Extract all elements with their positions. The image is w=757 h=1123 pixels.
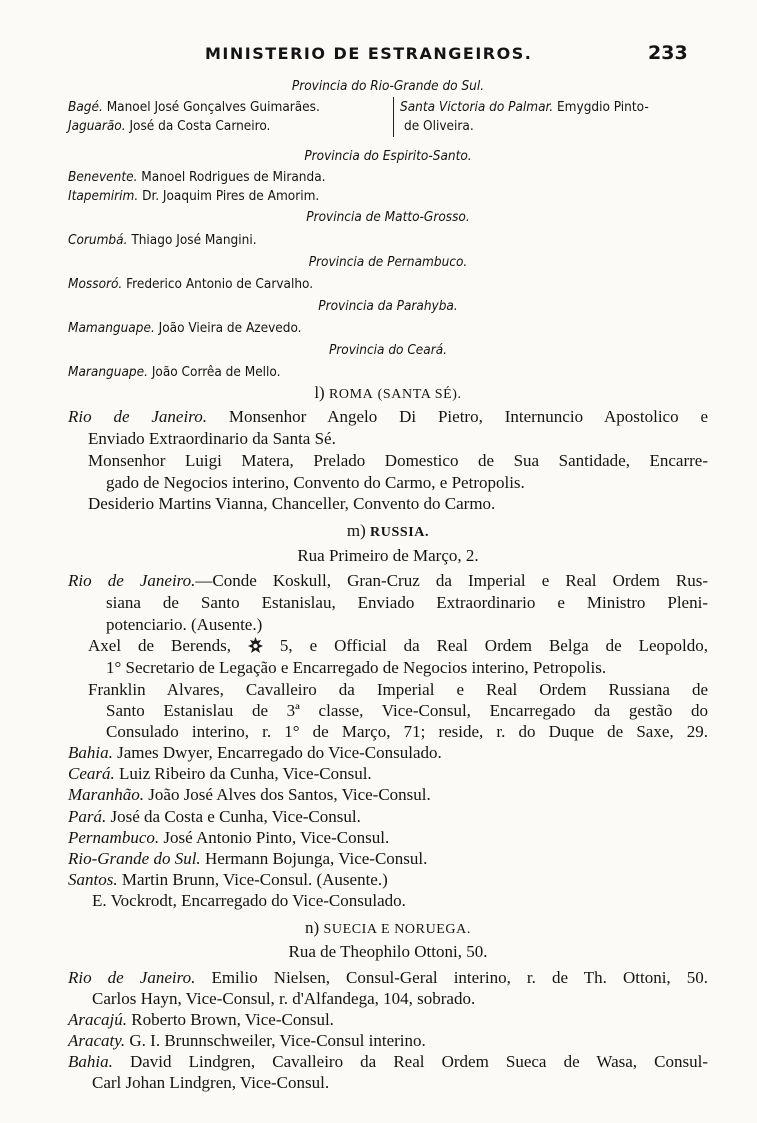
place-suecia-bahia: Bahia. [68,1052,113,1071]
page-header [0,44,757,70]
name-maranguape: João Corrêa de Mello. [151,364,281,380]
entry-benevente [68,167,708,188]
order-cross-icon [248,637,263,654]
entry-russia-santos [68,869,708,890]
entry-suecia-bahia [68,1051,708,1072]
entry-hayn: Carlos Hayn, Vice-Consul, r. d'Alfandega, 104, sobrado. [92,989,476,1008]
name-santa-victoria-cont: de Oliveira. [393,116,722,137]
entry-russia-pernambuco [68,827,708,848]
place-mamanguape: Mamanguape. [68,320,155,336]
text-suecia-rio: Emilio Nielsen, Consul-Geral interino, r. de Th. Ottoni, 50. [211,968,709,987]
suecia-address: Rua de Theophilo Ottoni, 50. [288,942,488,961]
entry-russia-bahia [68,742,708,763]
place-bage: Bagé. [68,99,103,115]
entry-bage [68,97,393,118]
place-russia-pernambuco: Pernambuco. [68,828,160,847]
text-russia-rio-cont2: potenciario. (Ausente.) [106,615,263,634]
entry-matera-cont: gado de Negocios interino, Convento do Carmo, e Petropolis. [106,473,525,492]
text-russia-bahia: James Dwyer, Encarregado do Vice-Consulado. [117,743,442,762]
place-aracaju: Aracajú. [68,1010,128,1029]
text-berends-a: Axel de Berends, [88,636,231,655]
place-mossoro: Mossoró. [68,276,123,292]
place-corumba: Corumbá. [68,232,128,248]
name-santa-victoria: Emygdio Pinto- [557,99,649,115]
entry-jaguarao [68,116,393,137]
running-title: MINISTERIO DE ESTRANGEIROS. [205,44,533,63]
russia-name: RUSSIA. [370,525,430,540]
text-russia-maranhao: João José Alves dos Santos, Vice-Consul. [148,785,431,804]
name-mamanguape: João Vieira de Azevedo. [158,320,302,336]
entry-alvares-cont2: Consulado interino, r. 1° de Março, 71; reside, r. do Duque de Saxe, 29. [106,722,708,741]
heading-rio-grande: Provincia do Rio-Grande do Sul. [291,78,485,94]
entry-alvares: Franklin Alvares, Cavalleiro da Imperial e Real Ordem Russiana de [88,680,708,699]
entry-alvares-cont: Santo Estanislau de 3ª classe, Vice-Consul, Encarregado da gestão do [106,701,708,720]
place-itapemirim: Itapemirim. [68,188,139,204]
text-russia-riogrande: Hermann Bojunga, Vice-Consul. [204,849,428,868]
entry-russia-ceara [68,763,708,784]
entry-vockrodt: E. Vockrodt, Encarregado do Vice-Consulado. [92,891,406,910]
place-maranguape: Maranguape. [68,364,148,380]
place-russia-maranhao: Maranhão. [68,785,145,804]
entry-itapemirim [68,186,708,207]
text-aracaty: G. I. Brunnschweiler, Vice-Consul interino. [129,1031,426,1050]
entry-russia-para [68,806,708,827]
entry-suecia-rio [68,967,708,988]
place-russia-riogrande: Rio-Grande do Sul. [68,849,201,868]
entry-maranguape [68,362,708,383]
heading-espirito-santo: Provincia do Espirito-Santo. [304,148,472,164]
entry-russia-riogrande [68,848,708,869]
entry-mossoro [68,274,708,295]
text-roma-rio-cont: Enviado Extraordinario da Santa Sé. [88,429,336,448]
place-russia-ceara: Ceará. [68,764,115,783]
roma-sub: (SANTA SÉ). [377,387,462,402]
entry-berends-cont: 1° Secretario de Legação e Encarregado de Negocios interino, Petropolis. [106,658,607,677]
name-itapemirim: Dr. Joaquim Pires de Amorim. [142,188,320,204]
heading-matto-grosso: Provincia de Matto-Grosso. [306,209,470,225]
place-russia-bahia: Bahia. [68,743,113,762]
heading-roma [68,382,708,405]
suecia-label: n) [305,918,320,937]
heading-russia [68,520,708,543]
entry-berends [88,635,708,656]
entry-russia-rio [68,570,708,591]
name-jaguarao: José da Costa Carneiro. [129,118,271,134]
text-berends-b: 5, e Official da Real Ordem Belga de Leopoldo, [279,636,708,655]
page-number: 233 [648,42,688,64]
entry-aracaty [68,1030,708,1051]
entry-lindgren: Carl Johan Lindgren, Vice-Consul. [92,1073,330,1092]
entry-russia-maranhao [68,784,708,805]
text-russia-rio-cont: siana de Santo Estanislau, Enviado Extraordinario e Ministro Pleni- [106,593,708,612]
text-russia-para: José da Costa e Cunha, Vice-Consul. [110,807,361,826]
roma-name: ROMA [328,387,374,402]
russia-label: m) [346,521,366,540]
text-russia-pernambuco: José Antonio Pinto, Vice-Consul. [163,828,390,847]
heading-parahyba: Provincia da Parahyba. [318,298,458,314]
suecia-name: SUECIA E NORUEGA. [323,922,471,937]
entry-aracaju [68,1009,708,1030]
place-benevente: Benevente. [68,169,138,185]
place-aracaty: Aracaty. [68,1031,126,1050]
roma-label: l) [314,383,325,402]
russia-address: Rua Primeiro de Março, 2. [297,546,479,565]
heading-ceara: Provincia do Ceará. [328,342,448,358]
name-corumba: Thiago José Mangini. [131,232,257,248]
text-russia-rio: —Conde Koskull, Gran-Cruz da Imperial e Real Ordem Rus- [195,571,709,590]
place-suecia-rio: Rio de Janeiro. [68,968,196,987]
place-russia-rio: Rio de Janeiro. [68,571,196,590]
place-jaguarao: Jaguarão. [68,118,126,134]
place-santa-victoria: Santa Victoria do Palmar. [400,99,554,115]
name-benevente: Manoel Rodrigues de Miranda. [141,169,326,185]
place-russia-para: Pará. [68,807,107,826]
name-mossoro: Frederico Antonio de Carvalho. [126,276,314,292]
place-russia-santos: Santos. [68,870,118,889]
text-suecia-bahia: David Lindgren, Cavalleiro da Real Ordem Sueca de Wasa, Consul- [129,1052,708,1071]
place-roma-rio: Rio de Janeiro. [68,407,207,426]
entry-roma-rio [68,406,708,427]
text-roma-rio: Monsenhor Angelo Di Pietro, Internuncio Apostolico e [228,407,709,426]
entry-mamanguape [68,318,708,339]
text-aracaju: Roberto Brown, Vice-Consul. [131,1010,334,1029]
heading-pernambuco: Provincia de Pernambuco. [308,254,468,270]
heading-suecia [68,917,708,940]
entry-matera: Monsenhor Luigi Matera, Prelado Domestico de Sua Santidade, Encarre- [88,451,708,470]
entry-santa-victoria [393,97,718,118]
text-russia-santos: Martin Brunn, Vice-Consul. (Ausente.) [121,870,388,889]
entry-vianna: Desiderio Martins Vianna, Chanceller, Convento do Carmo. [88,494,496,513]
text-russia-ceara: Luiz Ribeiro da Cunha, Vice-Consul. [119,764,372,783]
name-bage: Manoel José Gonçalves Guimarães. [106,99,320,115]
entry-corumba [68,230,708,251]
